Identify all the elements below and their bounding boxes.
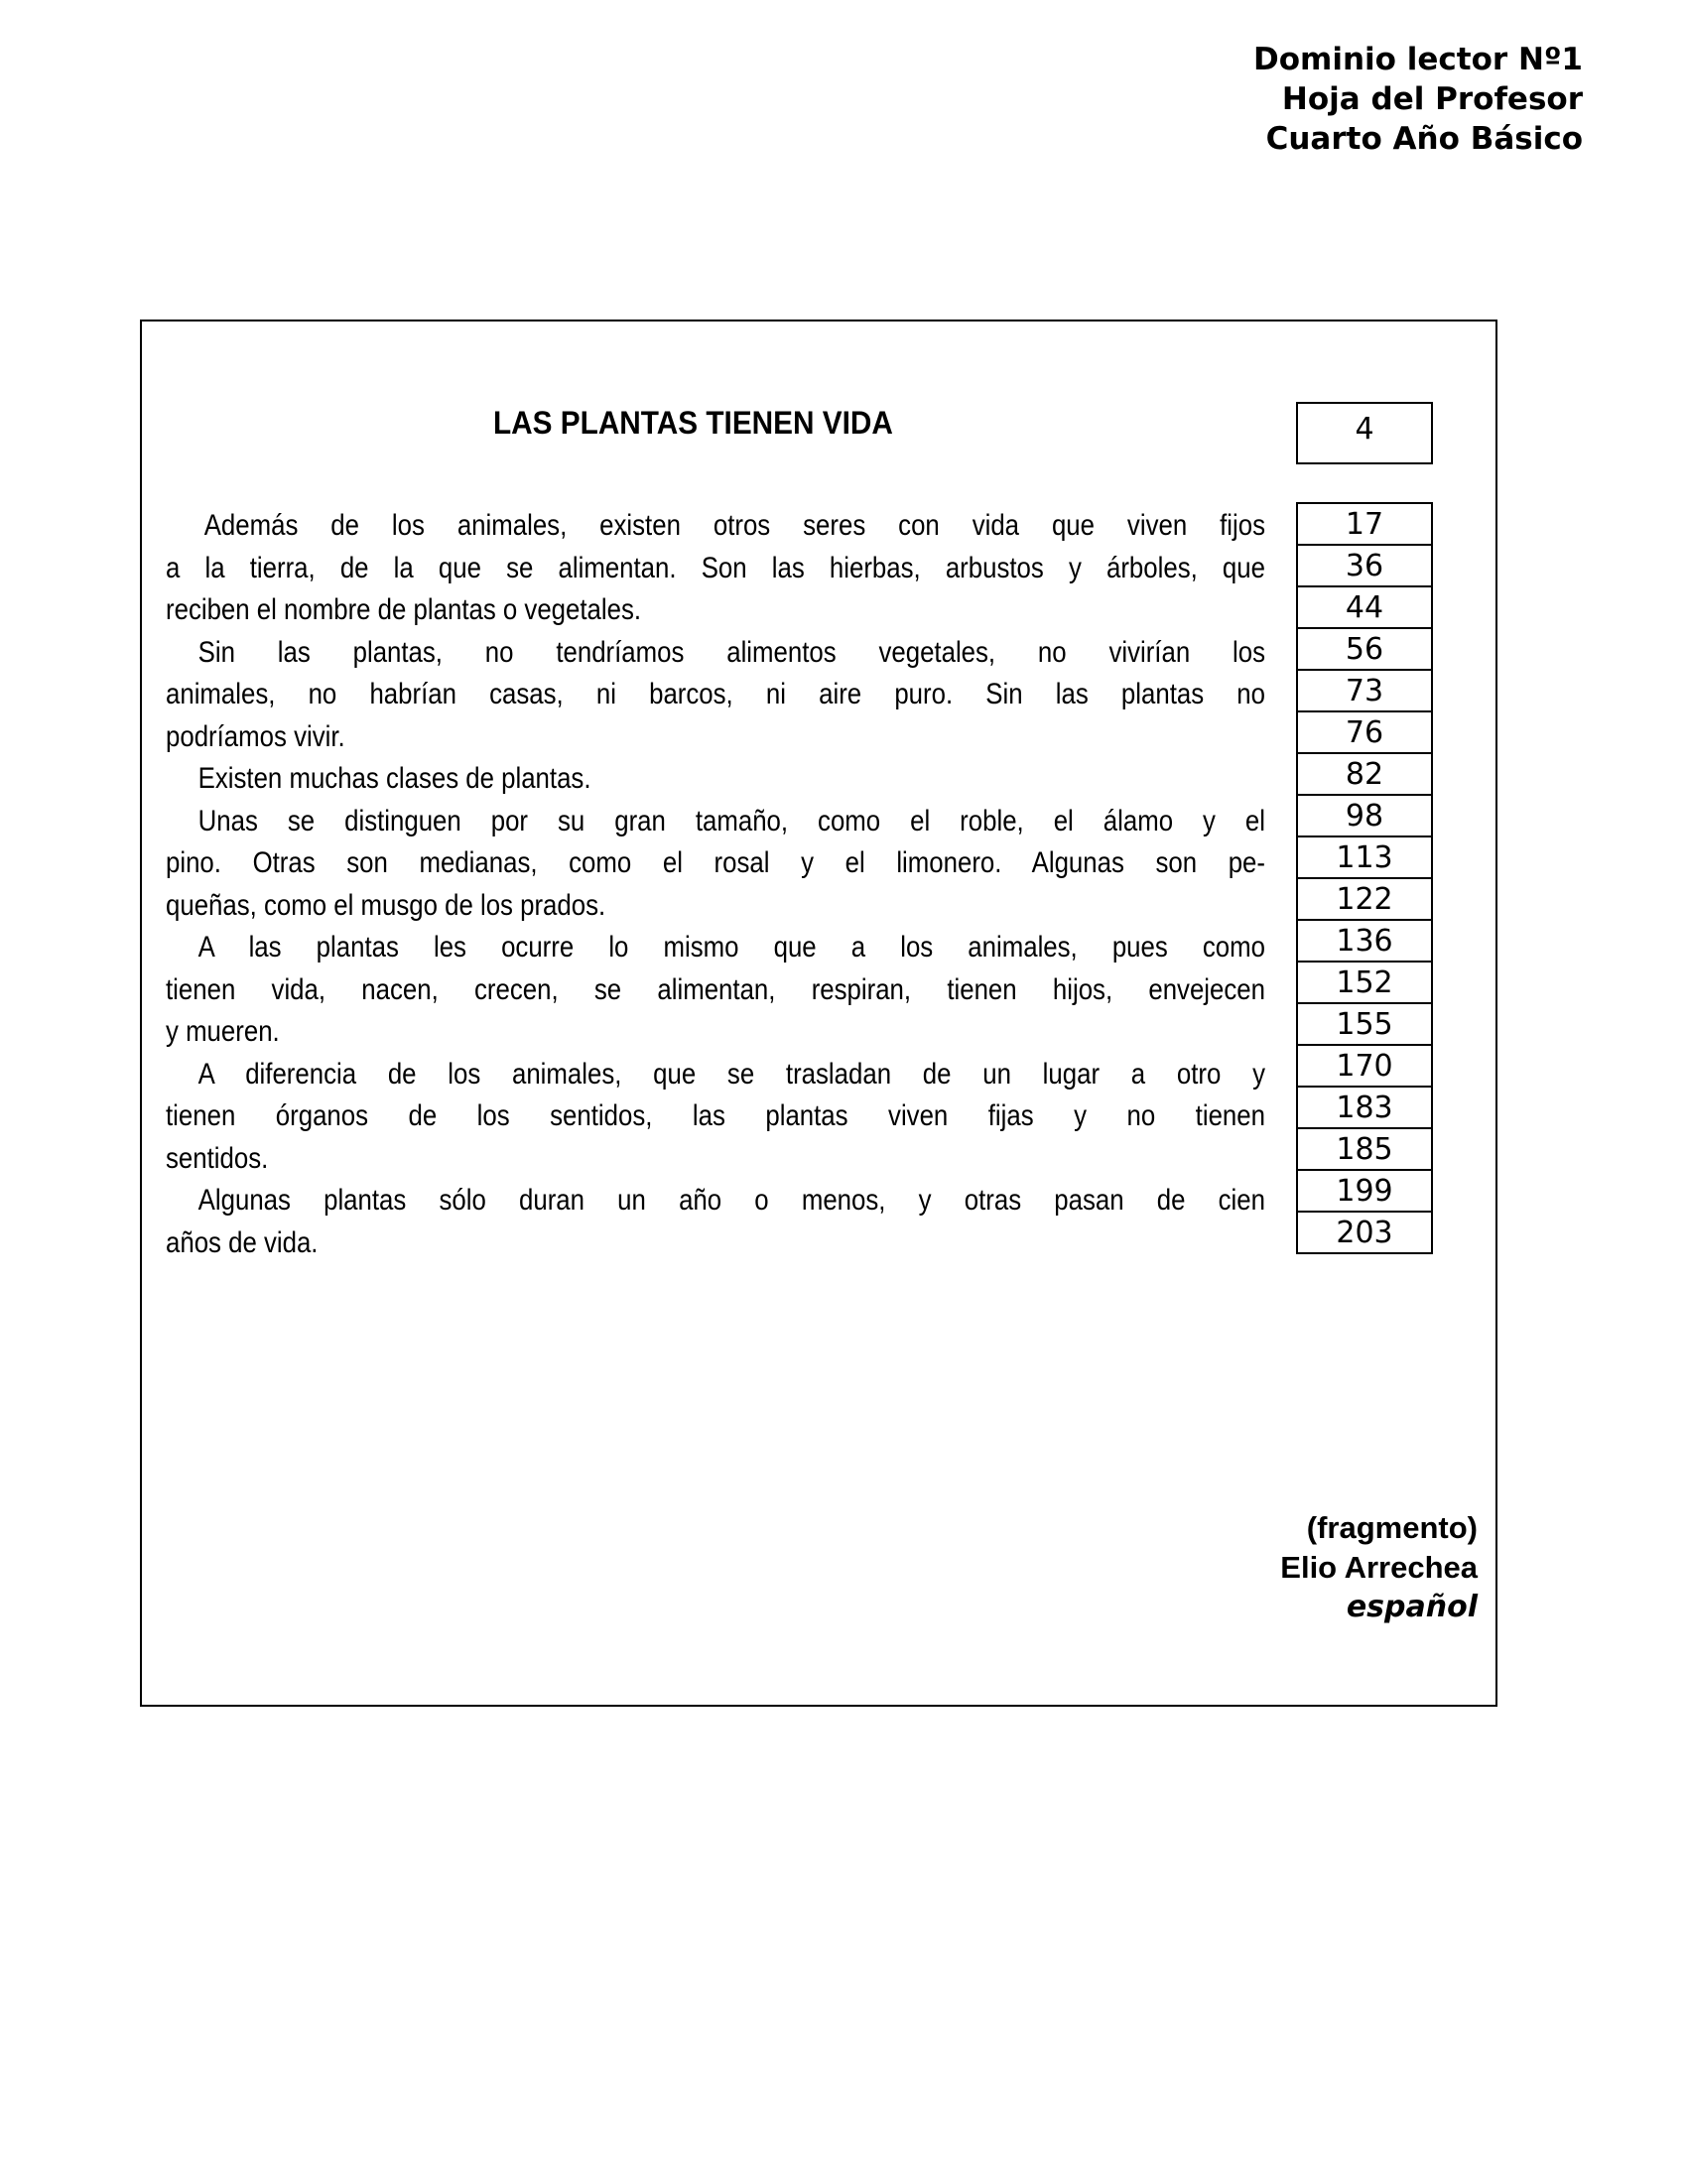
word-count-cell: 136 (1298, 921, 1431, 963)
text-line: A las plantas les ocurre lo mismo que a los animales, pues como (197, 931, 1265, 964)
text-line: tienen órganos de los sentidos, las plantas viven fijas y no tienen (166, 1099, 1265, 1132)
header-subtitle: Hoja del Profesor (1281, 81, 1583, 117)
word-count-cell: 155 (1298, 1004, 1431, 1046)
credit-block (1280, 1508, 1478, 1627)
word-count-cell: 76 (1298, 712, 1431, 754)
word-count-cell: 170 (1298, 1046, 1431, 1088)
word-count-cell: 44 (1298, 587, 1431, 629)
text-line: Sin las plantas, no tendríamos alimentos vegetales, no vivirían los (197, 635, 1265, 669)
language-label: español (1346, 1590, 1478, 1624)
text-line: y mueren. (166, 1015, 280, 1048)
text-line: años de vida. (166, 1225, 319, 1259)
text-line: Unas se distinguen por su gran tamaño, como el roble, el álamo y el (197, 804, 1265, 837)
text-line: tienen vida, nacen, crecen, se alimentan, respiran, tienen hijos, envejecen (166, 972, 1265, 1006)
header-grade: Cuarto Año Básico (1265, 121, 1583, 157)
text-line: queñas, como el musgo de los prados. (166, 888, 606, 922)
text-line: sentidos. (166, 1141, 269, 1175)
word-count-cell: 122 (1298, 879, 1431, 921)
header-title: Dominio lector Nº1 (1253, 42, 1583, 77)
word-count-cell: 82 (1298, 754, 1431, 796)
word-count-cell: 36 (1298, 546, 1431, 587)
text-line: A diferencia de los animales, que se trasladan de un lugar a otro y (197, 1057, 1265, 1091)
author-name: Elio Arrechea (1280, 1550, 1478, 1585)
word-count-cell: 98 (1298, 796, 1431, 837)
text-line: podríamos vivir. (166, 719, 345, 753)
word-count-cell: 152 (1298, 963, 1431, 1004)
word-count-cell: 199 (1298, 1171, 1431, 1213)
text-line: animales, no habrían casas, ni barcos, ni aire puro. Sin las plantas no (166, 678, 1265, 710)
title-word-count-box: 4 (1296, 402, 1433, 464)
text-line: Además de los animales, existen otros seres con vida que viven fijos (203, 509, 1265, 542)
word-count-cell: 113 (1298, 837, 1431, 879)
reading-text (166, 505, 1265, 1264)
word-count-cell: 73 (1298, 671, 1431, 712)
word-count-cell: 203 (1298, 1213, 1431, 1254)
word-count-cell: 56 (1298, 629, 1431, 671)
reading-title: LAS PLANTAS TIENEN VIDA (493, 405, 893, 441)
word-count-column (1296, 502, 1433, 1254)
text-line: Algunas plantas sólo duran un año o menos, y otras pasan de cien (197, 1184, 1265, 1217)
text-line: pino. Otras son medianas, como el rosal y el limonero. Algunas son pe- (166, 846, 1265, 879)
fragment-note: (fragmento) (1306, 1510, 1478, 1545)
text-line: reciben el nombre de plantas o vegetales. (166, 593, 642, 626)
text-line: a la tierra, de la que se alimentan. Son las hierbas, arbustos y árboles, que (166, 551, 1265, 584)
document-header (1253, 40, 1583, 159)
text-line: Existen muchas clases de plantas. (197, 762, 591, 795)
word-count-cell: 17 (1298, 504, 1431, 546)
word-count-cell: 185 (1298, 1129, 1431, 1171)
word-count-cell: 183 (1298, 1088, 1431, 1129)
